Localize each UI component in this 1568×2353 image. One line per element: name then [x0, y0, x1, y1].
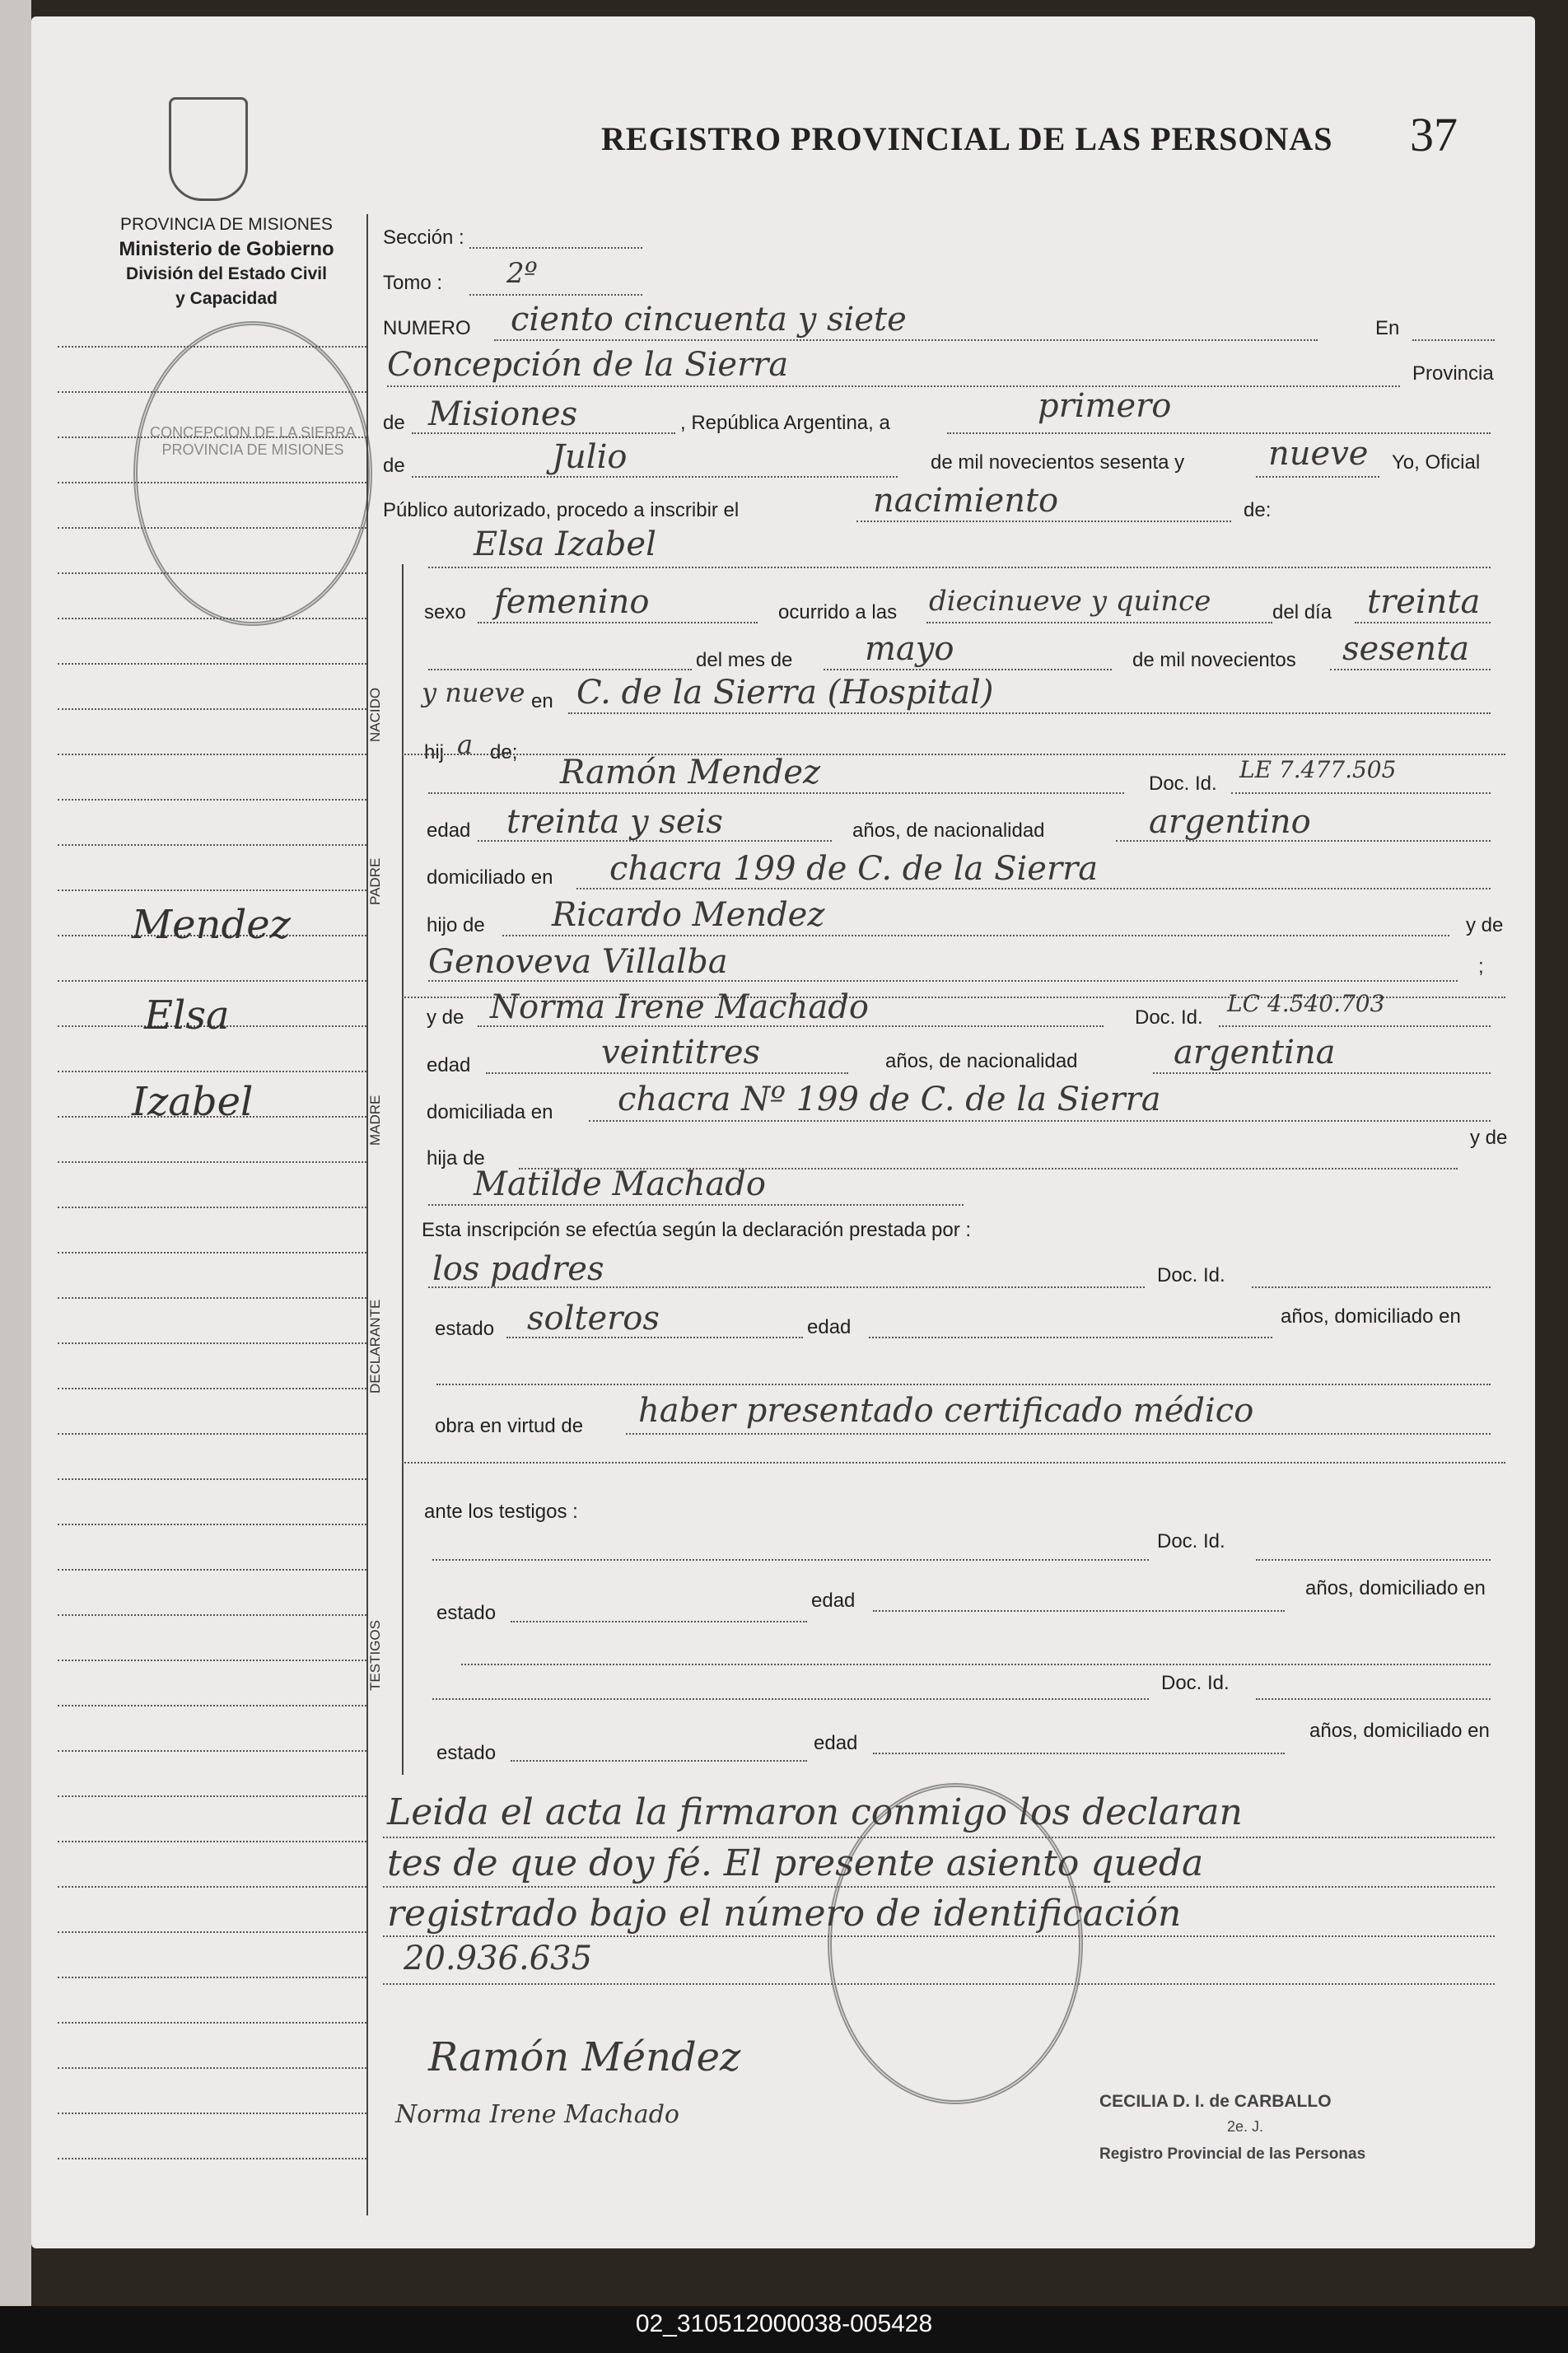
hijo-de-label: de; — [490, 741, 518, 763]
seccion-line — [469, 247, 642, 249]
place-line — [387, 385, 1400, 387]
testigo1-doc-label: Doc. Id. — [1157, 1530, 1225, 1552]
en-label: En — [1375, 317, 1400, 339]
book-edge — [0, 0, 31, 2353]
inscribir-value: nacimiento — [873, 482, 1059, 520]
madre-dom-line — [589, 1120, 1491, 1122]
nacido-year-value: sesenta — [1342, 630, 1470, 668]
padre-nac-line — [1116, 840, 1491, 842]
provincia-label: Provincia — [1412, 362, 1494, 385]
seccion-label: Sección : — [383, 226, 464, 249]
madre-hija-label: hija de — [427, 1147, 485, 1169]
nacido-section-label: NACIDO — [367, 687, 383, 742]
day-line — [947, 432, 1491, 434]
declarante-estado-line — [506, 1337, 803, 1338]
capacity-label: y Capacidad — [175, 289, 278, 308]
testigo2-doc-line — [1256, 1698, 1491, 1700]
tomo-line — [469, 294, 642, 296]
document-title: REGISTRO PROVINCIAL DE LAS PERSONAS — [601, 120, 1333, 157]
madre-nac-label: años, de nacionalidad — [885, 1050, 1078, 1072]
year-text-label: de mil novecientos sesenta y — [931, 451, 1185, 474]
publico-label: Público autorizado, procedo a inscribir el — [383, 499, 740, 521]
declarante-intro: Esta inscripción se efectúa según la declaración prestada por : — [422, 1219, 972, 1241]
sexo-line — [478, 622, 758, 623]
padre-dom-line — [576, 888, 1491, 889]
testigo2-estado-label: estado — [436, 1742, 497, 1764]
madre-doc-line — [1219, 1025, 1491, 1027]
notes-rule-2 — [383, 1886, 1495, 1888]
province-value: Misiones — [428, 395, 578, 433]
en-line — [1412, 339, 1495, 341]
registry-stamp: Registro Provincial de las Personas — [1099, 2145, 1366, 2163]
padre-mother-line — [428, 980, 1458, 982]
obra-value: haber presentado certificado médico — [638, 1392, 1254, 1430]
nacido-year-line — [1330, 669, 1491, 670]
declarante-edad-line — [869, 1337, 1272, 1338]
declarante-estado-label: estado — [435, 1318, 495, 1340]
mes-line — [824, 669, 1112, 670]
declarante-dom-line — [436, 1384, 1491, 1385]
declarante-doc-line — [1252, 1286, 1491, 1288]
declarante-anos-label: años, domiciliado en — [1281, 1305, 1461, 1328]
ocurrido-label: ocurrido a las — [778, 601, 898, 623]
declarante-separator — [402, 1462, 1505, 1464]
testigo2-edad-line — [873, 1753, 1285, 1754]
dia-label: del día — [1272, 601, 1332, 623]
officer-stamp: CECILIA D. I. de CARBALLO — [1099, 2092, 1332, 2111]
padre-name-line — [428, 792, 1124, 794]
numero-value: ciento cincuenta y siete — [511, 301, 907, 338]
testigo1-name-line — [432, 1559, 1149, 1561]
padre-father-line — [502, 935, 1449, 936]
madre-nac-value: argentina — [1174, 1034, 1336, 1071]
testigo2-estado-line — [511, 1760, 807, 1762]
padre-dom-label: domiciliado en — [427, 866, 553, 889]
nacido-name: Elsa Izabel — [474, 525, 656, 563]
hijo-label: hij — [424, 741, 445, 763]
inscribir-line — [856, 521, 1231, 522]
sexo-label: sexo — [424, 601, 466, 623]
place-value: Concepción de la Sierra — [387, 346, 789, 384]
notes-line-1: Leida el acta la firmaron conmigo los declaran — [387, 1791, 1243, 1833]
notes-rule-3 — [383, 1935, 1495, 1937]
madre-y-label: y de — [427, 1006, 464, 1029]
notes-rule-1 — [383, 1837, 1495, 1838]
madre-name-line — [478, 1025, 1104, 1027]
page-number: 37 — [1410, 108, 1458, 161]
testigo2-anos-label: años, domiciliado en — [1309, 1720, 1490, 1742]
tomo-value: 2º — [506, 257, 538, 290]
declarante-estado-value: solteros — [527, 1300, 660, 1338]
declarante-edad-label: edad — [807, 1316, 852, 1338]
margin-second-name: Izabel — [132, 1079, 254, 1125]
de-colon-label: de: — [1244, 499, 1272, 521]
testigo1-doc-line — [1256, 1559, 1491, 1561]
officer-sub-stamp: 2e. J. — [1227, 2118, 1264, 2135]
padre-yde-label: y de — [1466, 914, 1504, 936]
hijo-value: a — [457, 729, 474, 760]
notes-line-2: tes de que doy fé. El presente asiento queda — [387, 1842, 1204, 1884]
month-line — [412, 476, 898, 478]
division-label: División del Estado Civil — [126, 264, 327, 283]
padre-doc-label: Doc. Id. — [1149, 773, 1217, 795]
padre-edad-label: edad — [427, 819, 471, 842]
province-line — [412, 432, 675, 434]
day-value: primero — [1038, 387, 1172, 425]
madre-edad-line — [486, 1072, 848, 1074]
month-value: Julio — [552, 438, 628, 476]
padre-edad-value: treinta y seis — [506, 803, 723, 841]
padre-nac-value: argentino — [1149, 803, 1311, 841]
hora-value: diecinueve y quince — [929, 585, 1211, 618]
padre-hijo-label: hijo de — [427, 914, 485, 936]
margin-first-name: Elsa — [144, 992, 230, 1039]
dia-value: treinta — [1367, 583, 1481, 621]
ministry-label: Ministerio de Gobierno — [119, 238, 334, 260]
seal-left-text: CONCEPCION DE LA SIERRA — [149, 424, 357, 441]
padre-doc-value: LE 7.477.505 — [1239, 756, 1397, 783]
testigo1-edad-line — [873, 1610, 1285, 1612]
padre-father-value: Ricardo Mendez — [552, 896, 825, 934]
madre-doc-value: LC 4.540.703 — [1227, 990, 1385, 1017]
misiones-crest — [169, 97, 248, 201]
madre-edad-value: veintitres — [601, 1034, 761, 1071]
mes-value: mayo — [865, 630, 954, 668]
testigo1-anos-label: años, domiciliado en — [1305, 1577, 1486, 1599]
de-label: de — [383, 412, 405, 434]
madre-mother-value: Matilde Machado — [474, 1165, 766, 1203]
notes-line-4: 20.936.635 — [404, 1940, 593, 1977]
dia-line — [1355, 622, 1491, 623]
padre-name: Ramón Mendez — [560, 754, 821, 791]
numero-label: NUMERO — [383, 317, 471, 339]
notes-line-3: registrado bajo el número de identificación — [387, 1893, 1182, 1935]
mother-signature: Norma Irene Machado — [395, 2100, 679, 2129]
testigo1-estado-line — [511, 1621, 807, 1622]
father-signature: Ramón Méndez — [428, 2034, 741, 2080]
declarante-value-line — [428, 1286, 1145, 1288]
testigos-section-label: TESTIGOS — [367, 1620, 383, 1691]
nacido-en-label: en — [531, 690, 553, 712]
padre-edad-line — [478, 840, 832, 842]
padre-dom-value: chacra 199 de C. de la Sierra — [609, 850, 1099, 888]
madre-edad-label: edad — [427, 1054, 471, 1076]
padre-mother-value: Genoveva Villalba — [428, 943, 728, 981]
nacido-place-value: C. de la Sierra (Hospital) — [576, 674, 994, 712]
mes-label: del mes de — [696, 649, 793, 671]
madre-yde-label: y de — [1470, 1127, 1508, 1149]
padre-nac-label: años, de nacionalidad — [852, 819, 1045, 842]
nacido-year2-value: y nueve — [422, 677, 525, 708]
seal-left — [133, 321, 372, 626]
seal-left-sub: PROVINCIA DE MISIONES — [161, 441, 344, 458]
margin-surname: Mendez — [132, 902, 291, 948]
numero-line — [494, 339, 1318, 341]
testigo1-dom-line — [461, 1664, 1491, 1665]
section-divider — [402, 564, 404, 1775]
madre-dom-value: chacra Nº 199 de C. de la Sierra — [618, 1081, 1161, 1118]
oficial-label: Yo, Oficial — [1392, 451, 1481, 474]
year-line — [1256, 476, 1379, 478]
madre-dom-label: domiciliada en — [427, 1101, 553, 1123]
testigo2-edad-label: edad — [814, 1732, 858, 1754]
nacido-place-line — [568, 712, 1491, 714]
madre-doc-label: Doc. Id. — [1135, 1006, 1203, 1029]
year-value: nueve — [1268, 435, 1369, 473]
nacido-year-label: de mil novecientos — [1132, 649, 1296, 671]
obra-line — [626, 1433, 1491, 1435]
testigos-intro: ante los testigos : — [424, 1501, 578, 1523]
madre-mother-line — [428, 1204, 964, 1206]
republica-label: , República Argentina, a — [680, 412, 890, 434]
testigo1-estado-label: estado — [436, 1602, 497, 1624]
declarante-section-label: DECLARANTE — [367, 1299, 383, 1394]
obra-label: obra en virtud de — [435, 1415, 584, 1437]
testigo2-doc-label: Doc. Id. — [1161, 1672, 1230, 1694]
padre-section-label: PADRE — [367, 857, 383, 905]
province-label: PROVINCIA DE MISIONES — [120, 215, 333, 234]
declarante-value: los padres — [432, 1250, 604, 1288]
de-label-2: de — [383, 455, 405, 477]
testigo2-name-line — [432, 1698, 1149, 1700]
filename-label: 02_310512000038-005428 — [635, 2310, 933, 2337]
nacido-name-line — [428, 567, 1491, 568]
mes-pre-line — [428, 669, 692, 670]
sexo-value: femenino — [494, 583, 650, 621]
testigo1-edad-label: edad — [811, 1590, 856, 1612]
madre-name: Norma Irene Machado — [490, 988, 869, 1026]
hora-line — [926, 622, 1272, 623]
padre-semicolon: ; — [1478, 955, 1484, 978]
tomo-label: Tomo : — [383, 272, 443, 294]
notes-rule-4 — [383, 1983, 1495, 1985]
madre-nac-line — [1153, 1072, 1491, 1074]
padre-doc-line — [1231, 792, 1491, 794]
issuer-header — [91, 212, 362, 311]
declarante-doc-label: Doc. Id. — [1157, 1264, 1225, 1286]
madre-section-label: MADRE — [367, 1095, 383, 1146]
